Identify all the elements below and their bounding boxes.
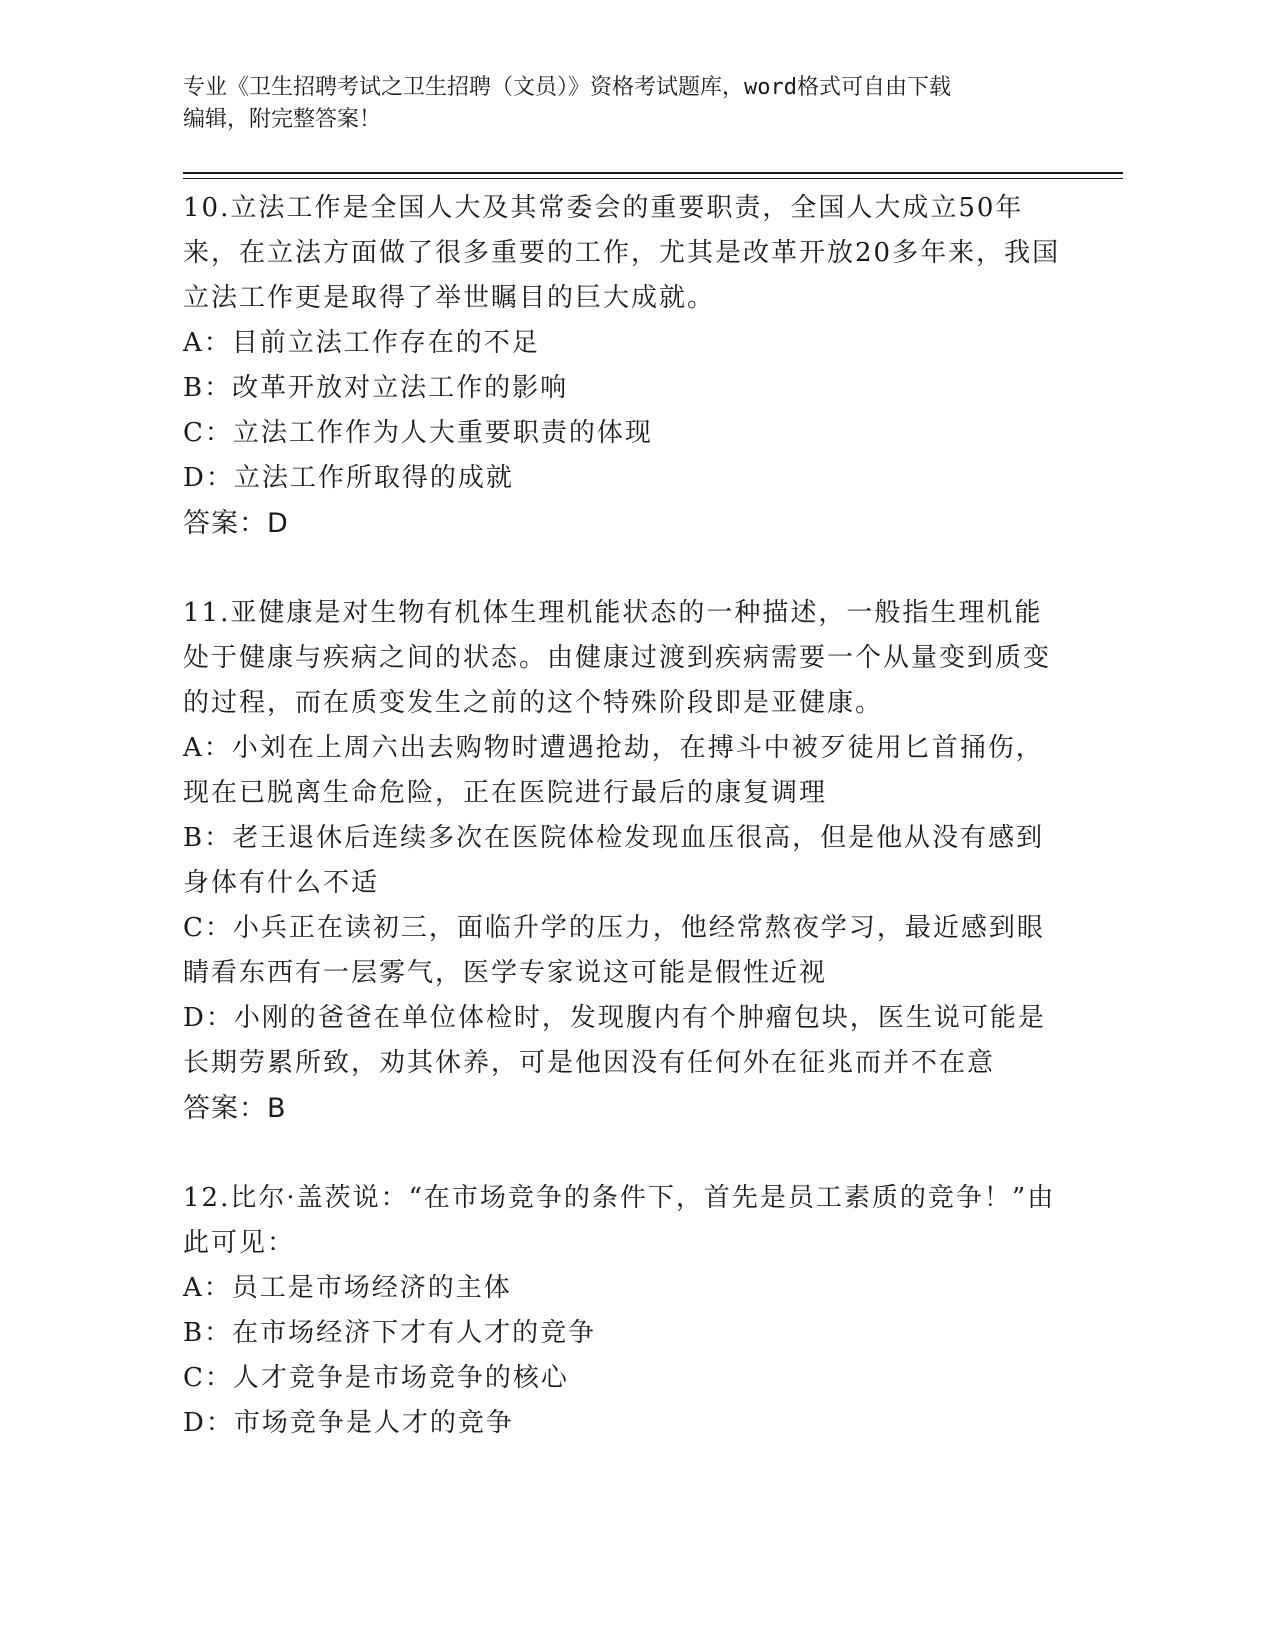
option-c: C：人才竞争是市场竞争的核心 bbox=[183, 1363, 569, 1393]
option-d: D：小刚的爸爸在单位体检时，发现腹内有个肿瘤包块，医生说可能是长期劳累所致，劝其休养，可是他因没有任何外在征兆而并不在意 bbox=[183, 1003, 1046, 1078]
option-d: D：立法工作所取得的成就 bbox=[183, 463, 514, 493]
question-10 bbox=[183, 186, 1063, 546]
option-a: A：员工是市场经济的主体 bbox=[183, 1273, 512, 1303]
header-line-2: 编辑，附完整答案！ bbox=[183, 107, 382, 132]
option-b: B：在市场经济下才有人才的竞争 bbox=[183, 1318, 597, 1348]
question-stem: 11.亚健康是对生物有机体生理机能状态的一种描述，一般指生理机能处于健康与疾病之间的状态。由健康过渡到疾病需要一个从量变到质变的过程，而在质变发生之前的这个特殊阶段即是亚健康。 bbox=[183, 598, 1052, 718]
option-b: B：改革开放对立法工作的影响 bbox=[183, 373, 569, 403]
header-line-1: 专业《卫生招聘考试之卫生招聘（文员）》资格考试题库，word格式可自由下载 bbox=[183, 75, 951, 100]
answer: 答案：D bbox=[183, 508, 289, 539]
option-b: B：老王退休后连续多次在医院体检发现血压很高，但是他从没有感到身体有什么不适 bbox=[183, 823, 1045, 898]
question-list bbox=[183, 186, 1063, 1446]
option-c: C：立法工作作为人大重要职责的体现 bbox=[183, 418, 653, 448]
answer: 答案：B bbox=[183, 1093, 287, 1124]
option-c: C：小兵正在读初三，面临升学的压力，他经常熬夜学习，最近感到眼睛看东西有一层雾气，医学专家说这可能是假性近视 bbox=[183, 913, 1045, 988]
question-stem: 12.比尔·盖茨说：“在市场竞争的条件下，首先是员工素质的竞争！”由此可见： bbox=[183, 1183, 1056, 1258]
document-header bbox=[183, 72, 1063, 136]
question-12 bbox=[183, 1176, 1063, 1446]
option-d: D：市场竞争是人才的竞争 bbox=[183, 1408, 514, 1438]
question-11 bbox=[183, 591, 1063, 1131]
option-a: A：目前立法工作存在的不足 bbox=[183, 328, 540, 358]
option-a: A：小刘在上周六出去购物时遭遇抢劫，在搏斗中被歹徒用匕首捅伤，现在已脱离生命危险，正在医院进行最后的康复调理 bbox=[183, 733, 1044, 808]
question-stem: 10.立法工作是全国人大及其常委会的重要职责，全国人大成立50年来，在立法方面做了很多重要的工作，尤其是改革开放20多年来，我国立法工作更是取得了举世瞩目的巨大成就。 bbox=[183, 193, 1061, 313]
header-rule-thin bbox=[183, 178, 1123, 179]
header-rule-thick bbox=[183, 172, 1123, 174]
